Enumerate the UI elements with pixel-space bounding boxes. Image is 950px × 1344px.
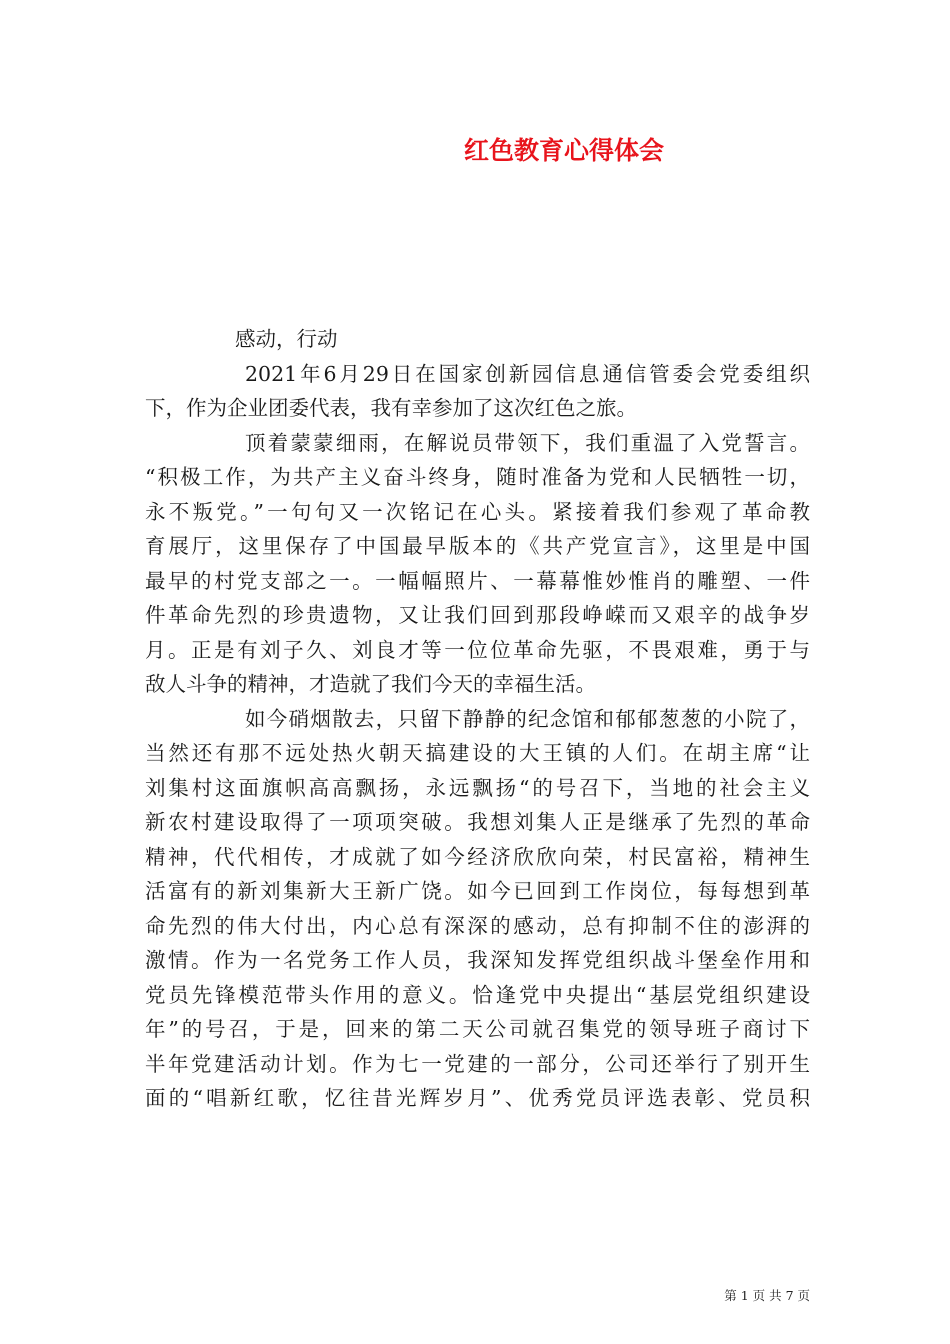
paragraph-line: 激情。作为一名党务工作人员，我深知发挥党组织战斗堡垒作用和: [145, 948, 810, 972]
paragraph-line: 当然还有那不远处热火朝天搞建设的大王镇的人们。在胡主席“让: [145, 741, 810, 765]
paragraph-line: 面的“唱新红歌，忆往昔光辉岁月”、优秀党员评选表彰、党员积: [145, 1086, 810, 1110]
paragraph-1: [145, 357, 810, 426]
paragraph-line: 年”的号召，于是，回来的第二天公司就召集党的领导班子商讨下: [145, 1017, 810, 1041]
paragraph-line: 月。正是有刘子久、刘良才等一位位革命先驱，不畏艰难，勇于与: [145, 637, 810, 662]
paragraph-line: 2021年6月29日在国家创新园信息通信管委会党委组织: [245, 361, 810, 386]
paragraph-3: [145, 702, 810, 1116]
paragraph-line: 如今硝烟散去，只留下静静的纪念馆和郁郁葱葱的小院了，: [245, 706, 810, 731]
document-subtitle: 感动，行动: [235, 327, 338, 351]
document-body: [145, 322, 810, 1116]
paragraph-line: 精神，代代相传，才成就了如今经济欣欣向荣，村民富裕，精神生: [145, 844, 810, 869]
paragraph-line: 刘集村这面旗帜高高飘扬，永远飘扬“的号召下，当地的社会主义: [145, 775, 810, 800]
paragraph-line: 最早的村党支部之一。一幅幅照片、一幕幕惟妙惟肖的雕塑、一件: [145, 568, 810, 593]
page-number-footer: 第 1 页 共 7 页: [724, 1288, 810, 1303]
paragraph-line: 党员先锋模范带头作用的意义。恰逢党中央提出“基层党组织建设: [145, 982, 810, 1007]
paragraph-line: 下，作为企业团委代表，我有幸参加了这次红色之旅。: [145, 396, 637, 420]
paragraph-line: 半年党建活动计划。作为七一党建的一部分，公司还举行了别开生: [145, 1051, 810, 1076]
paragraph-line: 活富有的新刘集新大王新广饶。如今已回到工作岗位，每每想到革: [145, 879, 810, 903]
paragraph-line: 新农村建设取得了一项项突破。我想刘集人正是继承了先烈的革命: [145, 810, 810, 834]
paragraph-line: 育展厅，这里保存了中国最早版本的《共产党宣言》，这里是中国: [145, 534, 810, 558]
paragraph-line: 命先烈的伟大付出，内心总有深深的感动，总有抑制不住的澎湃的: [145, 913, 810, 938]
paragraph-2: [145, 426, 810, 702]
paragraph-line: “积极工作，为共产主义奋斗终身，随时准备为党和人民牺牲一切，: [145, 465, 810, 489]
paragraph-line: 件革命先烈的珍贵遗物，又让我们回到那段峥嵘而又艰辛的战争岁: [145, 603, 810, 627]
paragraph-line: 永不叛党。”一句句又一次铭记在心头。紧接着我们参观了革命教: [145, 499, 810, 524]
paragraph-line: 顶着蒙蒙细雨，在解说员带领下，我们重温了入党誓言。: [245, 430, 810, 455]
document-title: 红色教育心得体会: [463, 136, 664, 165]
paragraph-line: 敌人斗争的精神，才造就了我们今天的幸福生活。: [145, 672, 596, 696]
